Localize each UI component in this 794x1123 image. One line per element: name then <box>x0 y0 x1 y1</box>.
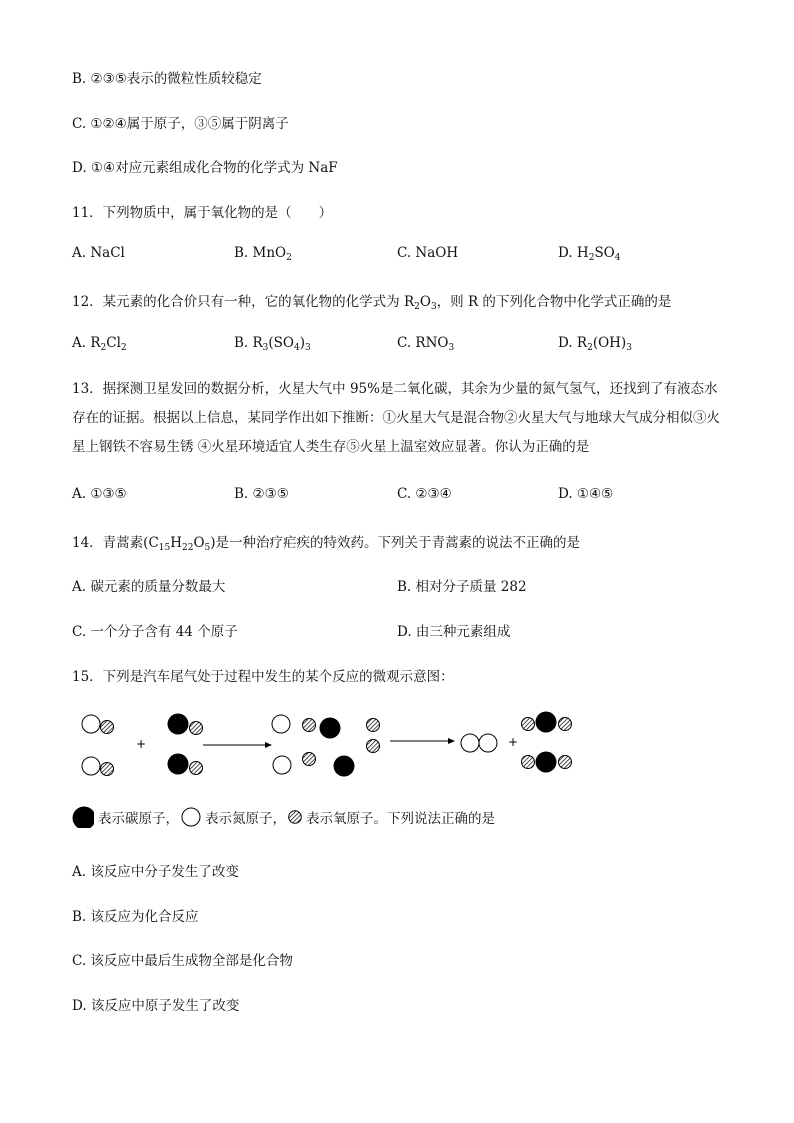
q13-option-c: C. ②③④ <box>397 486 452 502</box>
q11-option-c: C. NaOH <box>397 245 459 261</box>
prev-option-c: C. ①②④属于原子，③⑤属于阴离子 <box>72 116 289 132</box>
q12-option-b: B. $R_3(SO_4)_3$ <box>234 335 311 353</box>
q11-option-a: A. NaCl <box>72 245 125 261</box>
q15-option-d: D. 该反应中原子发生了改变 <box>72 998 240 1014</box>
q12-stem: 12．某元素的化合价只有一种，它的氧化物的化学式为 $R_2O_3$，则 R 的下列化合物中化学式正确的是 <box>72 294 672 312</box>
nitrogen-atom <box>461 734 479 752</box>
nitrogen-atom <box>82 715 100 733</box>
q11-stem: 11．下列物质中，属于氧化物的是（ ） <box>72 205 333 221</box>
oxygen-atom <box>101 721 114 734</box>
nitrogen-atom <box>479 734 497 752</box>
carbon-atom <box>536 752 557 773</box>
oxygen-atom <box>367 740 380 753</box>
q15-option-a: A. 该反应中分子发生了改变 <box>72 864 239 880</box>
oxygen-atom-icon <box>288 810 302 824</box>
plus-sign: + <box>136 737 147 751</box>
reaction-arrow <box>390 738 455 744</box>
oxygen-atom <box>190 762 203 775</box>
reactant-co-molecule <box>168 714 203 735</box>
oxygen-atom <box>101 763 114 776</box>
prev-option-d: D. ①④对应元素组成化合物的化学式为 NaF <box>72 160 338 176</box>
q11-option-b: B. MnO$_2$ <box>234 245 292 263</box>
plus-sign: + <box>508 735 519 749</box>
reactant-no-molecule <box>82 757 114 776</box>
q15-stem: 15．下列是汽车尾气处于过程中发生的某个反应的微观示意图： <box>72 669 454 685</box>
q13-stem: 13．据探测卫星发回的数据分析，火星大气中 95%是二氧化碳，其余为少量的氮气氢气，还找到了有液态水存在的证据。根据以上信息，某同学作出如下推断：①火星大气是混合物②火星大气与地球大气成分相似③火星上钢铁不容易生锈 ④火星环境适宜人类生存⑤火星上温室效应显著。你认为正确的是 <box>72 381 720 455</box>
product-co2-molecule <box>522 752 572 773</box>
oxygen-atom <box>303 753 316 766</box>
oxygen-atom <box>559 756 572 769</box>
q12-option-d: D. $R_2(OH)_3$ <box>558 335 632 353</box>
q15-option-c: C. 该反应中最后生成物全部是化合物 <box>72 953 293 969</box>
q13-option-b: B. ②③⑤ <box>234 486 289 502</box>
product-co2-molecule <box>522 712 572 733</box>
legend-carbon-label: 表示碳原子， <box>98 811 179 827</box>
q14-option-a: A. 碳元素的质量分数最大 <box>72 579 226 595</box>
atom-legend <box>72 802 495 832</box>
oxygen-atom <box>303 719 316 732</box>
oxygen-atom <box>559 718 572 731</box>
reactant-no-molecule <box>82 715 114 734</box>
q14-stem: 14．青蒿素$(C_{15}H_{22}O_5)$是一种治疗疟疾的特效药。下列关于青蒿素的说法不正确的是 <box>72 535 581 553</box>
q11-option-d: D. $H_2SO_4$ <box>558 245 621 263</box>
carbon-atom <box>536 712 557 733</box>
oxygen-atom <box>367 719 380 732</box>
nitrogen-atom <box>82 757 100 775</box>
carbon-atom <box>334 756 355 777</box>
q13-option-d: D. ①④⑤ <box>558 486 614 502</box>
nitrogen-atom <box>272 715 290 733</box>
q12-option-a: A. $R_2Cl_2$ <box>72 335 127 353</box>
q15-option-b: B. 该反应为化合反应 <box>72 909 199 925</box>
reaction-diagram <box>72 700 592 790</box>
nitrogen-atom-icon <box>181 807 201 827</box>
separated-atoms <box>272 715 380 777</box>
q13-option-a: A. ①③⑤ <box>72 486 127 502</box>
product-n2-molecule <box>461 734 497 752</box>
carbon-atom-icon <box>72 806 94 828</box>
oxygen-atom <box>522 756 535 769</box>
carbon-atom <box>320 718 341 739</box>
oxygen-atom <box>190 722 203 735</box>
q14-option-c: C. 一个分子含有 44 个原子 <box>72 624 238 640</box>
legend-nitrogen-label: 表示氮原子， <box>205 811 286 827</box>
oxygen-atom <box>522 718 535 731</box>
q12-option-c: C. $RNO_3$ <box>397 335 455 353</box>
reactant-co-molecule <box>168 754 203 775</box>
nitrogen-atom <box>273 756 291 774</box>
carbon-atom <box>168 754 189 775</box>
reaction-arrow <box>203 742 272 748</box>
carbon-atom <box>168 714 189 735</box>
q14-option-d: D. 由三种元素组成 <box>397 624 511 640</box>
prev-option-b: B. ②③⑤表示的微粒性质较稳定 <box>72 71 262 87</box>
legend-oxygen-label: 表示氧原子。下列说法正确的是 <box>306 811 495 827</box>
q14-option-b: B. 相对分子质量 282 <box>397 579 527 595</box>
